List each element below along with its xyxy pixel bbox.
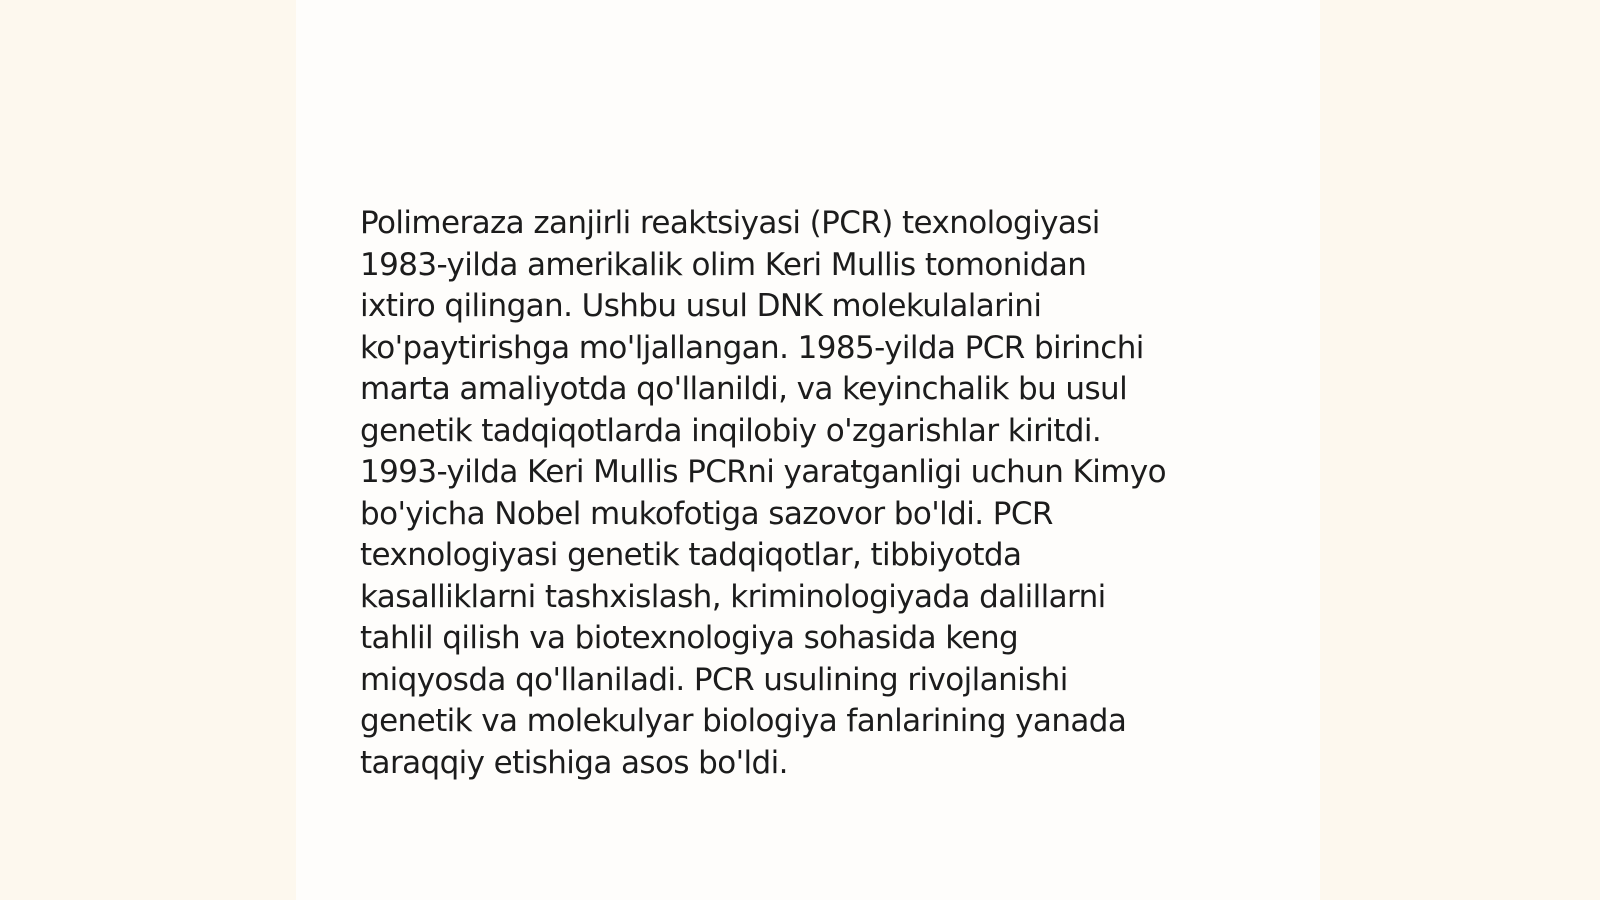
document-page	[296, 0, 1320, 900]
paragraph-line: marta amaliyotda qo'llanildi, va keyinchalik bu usul	[360, 371, 1128, 407]
body-paragraph	[360, 203, 1260, 784]
paragraph-line: kasalliklarni tashxislash, kriminologiyada dalillarni	[360, 578, 1106, 615]
paragraph-line: tahlil qilish va biotexnologiya sohasida keng	[360, 620, 1019, 656]
paragraph-line: 1993-yilda Keri Mullis PCRni yaratganligi uchun Kimyo	[360, 454, 1167, 490]
paragraph-line: taraqqiy etishiga asos bo'ldi.	[360, 744, 788, 781]
paragraph-line: Polimeraza zanjirli reaktsiyasi (PCR) texnologiyasi	[360, 205, 1100, 241]
paragraph-line: ko'paytirishga mo'ljallangan. 1985-yilda PCR birinchi	[360, 329, 1144, 366]
paragraph-line: miqyosda qo'llaniladi. PCR usulining rivojlanishi	[360, 661, 1068, 698]
paragraph-line: genetik tadqiqotlarda inqilobiy o'zgarishlar kiritdi.	[360, 412, 1102, 449]
paragraph-line: texnologiyasi genetik tadqiqotlar, tibbiyotda	[360, 537, 1022, 573]
paragraph-line: 1983-yilda amerikalik olim Keri Mullis tomonidan	[360, 246, 1087, 283]
paragraph-line: ixtiro qilingan. Ushbu usul DNK molekulalarini	[360, 288, 1042, 324]
paragraph-line: bo'yicha Nobel mukofotiga sazovor bo'ldi. PCR	[360, 495, 1053, 532]
paragraph-line: genetik va molekulyar biologiya fanlarining yanada	[360, 703, 1127, 739]
